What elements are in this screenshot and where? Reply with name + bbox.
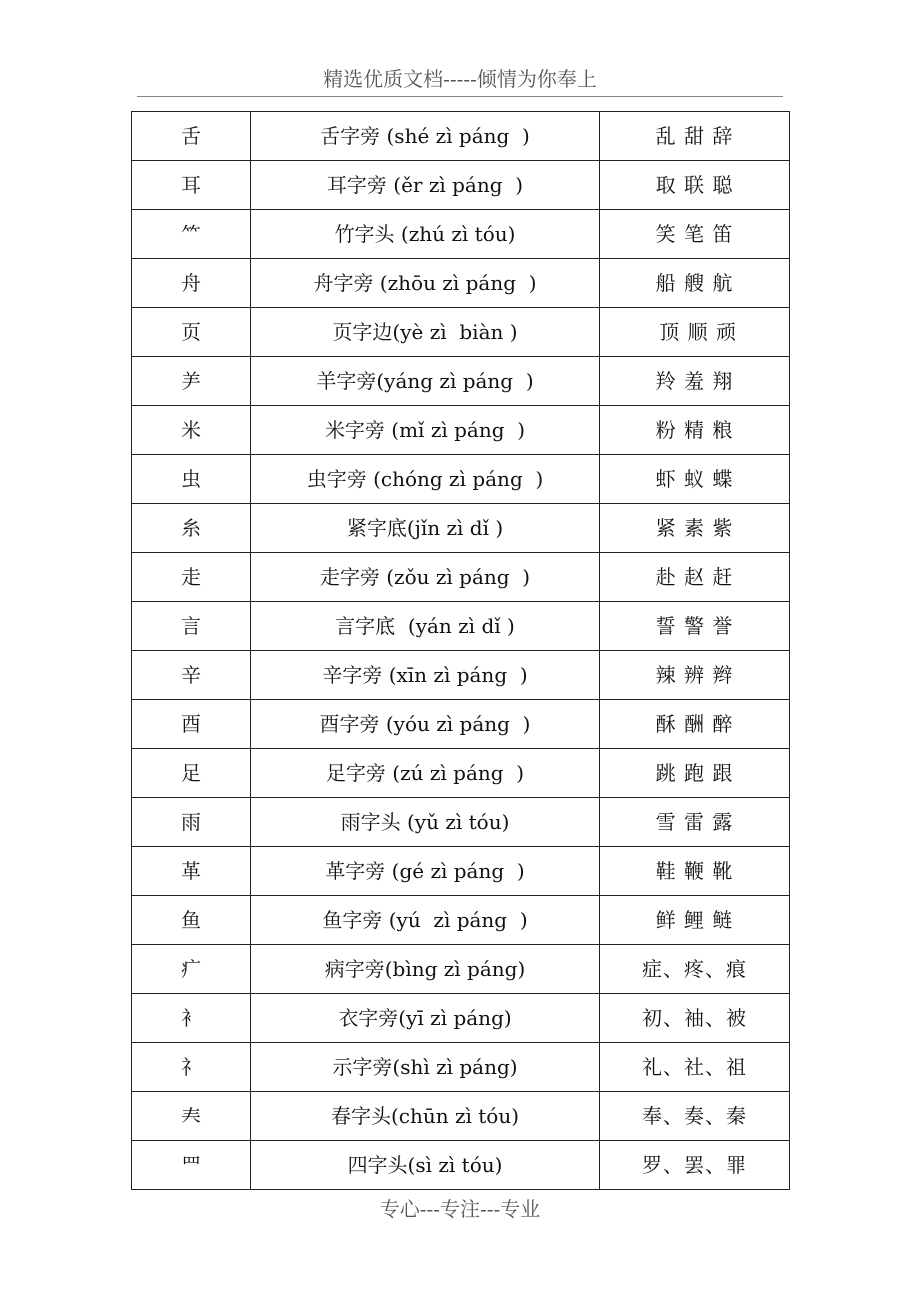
radical-cell: 衤 — [132, 994, 251, 1043]
page-footer: 专心---专注---专业 — [379, 1197, 541, 1221]
radical-name-cell: 革字旁 (gé zì páng ) — [251, 847, 600, 896]
radical-cell: 舌 — [132, 112, 251, 161]
example-chars-cell: 雪 雷 露 — [600, 798, 790, 847]
table-row — [132, 406, 790, 455]
radical-name-cell: 页字边(yè zì biàn ) — [251, 308, 600, 357]
radical-cell: 糸 — [132, 504, 251, 553]
table-row — [132, 1141, 790, 1190]
radical-cell: ⺶ — [132, 357, 251, 406]
radical-name-cell: 鱼字旁 (yú zì páng ) — [251, 896, 600, 945]
radical-name-cell: 米字旁 (mǐ zì páng ) — [251, 406, 600, 455]
radical-cell: ⺮ — [132, 210, 251, 259]
example-chars-cell: 辣 辨 辫 — [600, 651, 790, 700]
radical-name-cell: 言字底 (yán zì dǐ ) — [251, 602, 600, 651]
radical-cell: 足 — [132, 749, 251, 798]
table-row — [132, 112, 790, 161]
radical-cell: 言 — [132, 602, 251, 651]
example-chars-cell: 船 艘 航 — [600, 259, 790, 308]
radical-name-cell: 耳字旁 (ěr zì páng ) — [251, 161, 600, 210]
table-row — [132, 896, 790, 945]
radical-cell: 革 — [132, 847, 251, 896]
radical-cell: 酉 — [132, 700, 251, 749]
radical-name-cell: 雨字头 (yǔ zì tóu) — [251, 798, 600, 847]
example-chars-cell: 取 联 聪 — [600, 161, 790, 210]
table-row — [132, 161, 790, 210]
table-row — [132, 259, 790, 308]
radical-table — [131, 111, 790, 1190]
example-chars-cell: 誓 警 誉 — [600, 602, 790, 651]
radical-cell: 雨 — [132, 798, 251, 847]
table-row — [132, 602, 790, 651]
table-row — [132, 1043, 790, 1092]
table-row — [132, 798, 790, 847]
radical-cell: 页 — [132, 308, 251, 357]
example-chars-cell: 乱 甜 辞 — [600, 112, 790, 161]
table-row — [132, 651, 790, 700]
radical-name-cell: 舌字旁 (shé zì páng ) — [251, 112, 600, 161]
radical-name-cell: 衣字旁(yī zì páng) — [251, 994, 600, 1043]
example-chars-cell: 紧 素 紫 — [600, 504, 790, 553]
example-chars-cell: 笑 笔 笛 — [600, 210, 790, 259]
table-row — [132, 945, 790, 994]
example-chars-cell: 跳 跑 跟 — [600, 749, 790, 798]
example-chars-cell: 症、疼、痕 — [600, 945, 790, 994]
example-chars-cell: 顶 顺 顽 — [600, 308, 790, 357]
page-header: 精选优质文档-----倾情为你奉上 — [137, 62, 783, 97]
table-row — [132, 455, 790, 504]
table-row — [132, 700, 790, 749]
table-row — [132, 308, 790, 357]
radical-name-cell: 走字旁 (zǒu zì páng ) — [251, 553, 600, 602]
radical-cell: 礻 — [132, 1043, 251, 1092]
radical-name-cell: 虫字旁 (chóng zì páng ) — [251, 455, 600, 504]
example-chars-cell: 罗、罢、罪 — [600, 1141, 790, 1190]
example-chars-cell: 赴 赵 赶 — [600, 553, 790, 602]
radical-name-cell: 四字头(sì zì tóu) — [251, 1141, 600, 1190]
radical-name-cell: 示字旁(shì zì páng) — [251, 1043, 600, 1092]
table-row — [132, 1092, 790, 1141]
radical-cell: 罒 — [132, 1141, 251, 1190]
table-row — [132, 357, 790, 406]
example-chars-cell: 初、袖、被 — [600, 994, 790, 1043]
radical-name-cell: 辛字旁 (xīn zì páng ) — [251, 651, 600, 700]
example-chars-cell: 鞋 鞭 靴 — [600, 847, 790, 896]
table-row — [132, 749, 790, 798]
radical-cell: 米 — [132, 406, 251, 455]
radical-cell: 疒 — [132, 945, 251, 994]
radical-name-cell: 足字旁 (zú zì páng ) — [251, 749, 600, 798]
radical-cell: 舟 — [132, 259, 251, 308]
table-row — [132, 504, 790, 553]
table-row — [132, 210, 790, 259]
radical-cell: 鱼 — [132, 896, 251, 945]
radical-cell: 耳 — [132, 161, 251, 210]
radical-name-cell: 紧字底(jǐn zì dǐ ) — [251, 504, 600, 553]
radical-cell: 走 — [132, 553, 251, 602]
table-row — [132, 994, 790, 1043]
radical-name-cell: 病字旁(bìng zì páng) — [251, 945, 600, 994]
radical-name-cell: 酉字旁 (yóu zì páng ) — [251, 700, 600, 749]
radical-cell: 辛 — [132, 651, 251, 700]
radical-name-cell: 春字头(chūn zì tóu) — [251, 1092, 600, 1141]
radical-cell: 𡗗 — [132, 1092, 251, 1141]
radical-name-cell: 竹字头 (zhú zì tóu) — [251, 210, 600, 259]
example-chars-cell: 羚 羞 翔 — [600, 357, 790, 406]
radical-name-cell: 羊字旁(yáng zì páng ) — [251, 357, 600, 406]
radical-cell: 虫 — [132, 455, 251, 504]
radical-name-cell: 舟字旁 (zhōu zì páng ) — [251, 259, 600, 308]
example-chars-cell: 粉 精 粮 — [600, 406, 790, 455]
example-chars-cell: 虾 蚁 蝶 — [600, 455, 790, 504]
example-chars-cell: 鲜 鲤 鲢 — [600, 896, 790, 945]
example-chars-cell: 酥 酬 醉 — [600, 700, 790, 749]
example-chars-cell: 礼、社、祖 — [600, 1043, 790, 1092]
table-row — [132, 847, 790, 896]
example-chars-cell: 奉、奏、秦 — [600, 1092, 790, 1141]
table-row — [132, 553, 790, 602]
